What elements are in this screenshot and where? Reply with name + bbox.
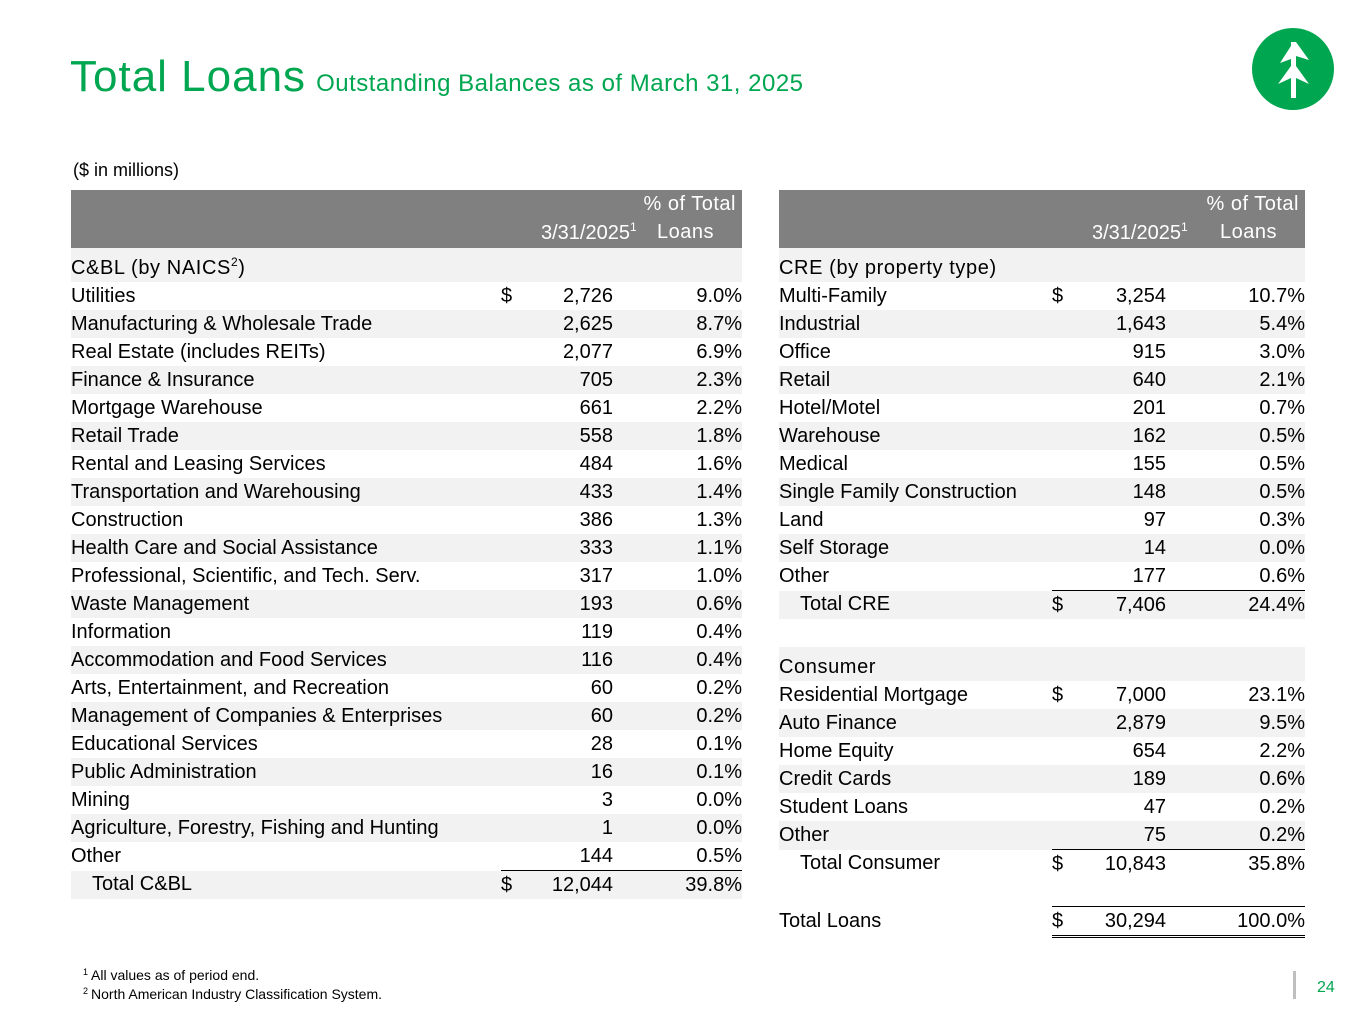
cell-pct: 1.0%: [696, 564, 742, 587]
cell-cur: $: [501, 284, 513, 307]
cell-pct: 2.3%: [613, 366, 742, 394]
table-row: [71, 506, 742, 534]
cell-value: 97: [1143, 508, 1166, 531]
cell-label: Health Care and Social Assistance: [71, 534, 501, 562]
table-row: [71, 730, 742, 758]
table-row: [71, 534, 742, 562]
table-header-row: [779, 190, 1305, 248]
cell-pct: 1.1%: [613, 534, 742, 562]
cell-cur: [1052, 562, 1092, 591]
cell-label: Industrial: [779, 310, 1052, 338]
cell-pct: 6.9%: [696, 340, 742, 363]
cell-pct: 100.0%: [1166, 907, 1305, 937]
cell-cur: $: [1052, 683, 1064, 706]
footnote-ref: 1: [1180, 220, 1188, 234]
page-divider: [1293, 971, 1296, 999]
cell-cur: [1052, 422, 1092, 450]
total-row: [779, 850, 1305, 879]
cell-value: 155: [1132, 452, 1166, 475]
cell-value: 47: [1143, 795, 1166, 818]
cell-value: 16: [541, 758, 613, 786]
cell-pct: 8.7%: [613, 310, 742, 338]
cell-value: 1: [541, 814, 613, 842]
cell-value: 915: [1132, 340, 1166, 363]
cell-value: 162: [1092, 422, 1166, 450]
table-row: [71, 562, 742, 590]
company-logo: [1252, 28, 1334, 110]
cell-cur: [1052, 450, 1092, 478]
cell-value: 75: [1092, 821, 1166, 850]
cell-label: Auto Finance: [779, 709, 1052, 737]
cell-value: 144: [541, 842, 613, 871]
cell-cur: [501, 310, 541, 338]
cell-label: Student Loans: [779, 795, 908, 818]
table-row: [71, 758, 742, 786]
cell-pct: 2.2%: [1259, 739, 1305, 762]
spacer-row: [779, 878, 1305, 907]
cell-value: 2,726: [562, 284, 613, 307]
cell-cur: $: [1052, 852, 1064, 875]
table-row: [71, 282, 742, 310]
cell-label: Self Storage: [779, 534, 1052, 562]
cell-label: Home Equity: [779, 739, 894, 762]
cell-value: 640: [1092, 366, 1166, 394]
footnote-2: $^2$ North American Industry Classification System.: [83, 986, 383, 1002]
cell-pct: 2.1%: [1166, 366, 1305, 394]
cell-cur: [1052, 765, 1092, 793]
cell-cur: [501, 562, 541, 590]
cell-label: Multi-Family: [779, 284, 887, 307]
cell-label: Information: [71, 620, 172, 643]
cell-value: 189: [1092, 765, 1166, 793]
cell-cur: [501, 338, 541, 366]
table-row: [779, 506, 1305, 534]
table-row: [71, 310, 742, 338]
table-row: [779, 310, 1305, 338]
cell-pct: 1.8%: [613, 422, 742, 450]
cell-label: Accommodation and Food Services: [71, 646, 501, 674]
cell-value: 7,000: [1115, 683, 1166, 706]
cell-cur: $: [501, 871, 541, 900]
cell-pct: 0.2%: [696, 676, 742, 699]
cell-cur: [501, 450, 541, 478]
cell-cur: [1052, 821, 1092, 850]
table-row: [779, 793, 1305, 821]
cell-cur: [501, 366, 541, 394]
total-row: [779, 591, 1305, 620]
cell-cur: [501, 730, 541, 758]
cell-pct: 2.2%: [696, 396, 742, 419]
page-subtitle: Outstanding Balances as of March 31, 2025: [316, 70, 804, 97]
cell-value: 177: [1092, 562, 1166, 591]
table-row: [71, 478, 742, 506]
cell-pct: 0.5%: [1166, 478, 1305, 506]
spacer-row: [779, 619, 1305, 647]
table-row: [71, 422, 742, 450]
header-pct: % of Total Loans: [613, 190, 742, 248]
cell-pct: 0.0%: [696, 788, 742, 811]
header-date: 3/31/2025$^1$: [541, 190, 613, 248]
cell-pct: 0.1%: [613, 758, 742, 786]
cell-pct: 0.5%: [1166, 422, 1305, 450]
section-row: [779, 248, 1305, 282]
cbl-loans-table: [71, 190, 742, 899]
cell-pct: 1.3%: [696, 508, 742, 531]
cell-cur: $: [1052, 591, 1092, 620]
cell-value: 60: [590, 676, 613, 699]
cell-label: Finance & Insurance: [71, 366, 501, 394]
cell-cur: [1052, 506, 1092, 534]
cell-label: Real Estate (includes REITs): [71, 340, 326, 363]
cell-value: 10,843: [1104, 852, 1166, 875]
cell-cur: [501, 814, 541, 842]
cell-label: Professional, Scientific, and Tech. Serv.: [71, 564, 421, 587]
footnote-ref: 1: [629, 220, 637, 234]
cell-cur: [501, 618, 541, 646]
cell-label: Rental and Leasing Services: [71, 452, 326, 475]
cell-label: Retail Trade: [71, 422, 501, 450]
table-row: [71, 618, 742, 646]
cre-consumer-loans-table: [779, 190, 1305, 938]
cell-cur: [1052, 478, 1092, 506]
cell-cur: $: [1052, 907, 1092, 937]
cell-value: 433: [541, 478, 613, 506]
footnote-1: $^1$ All values as of period end.: [83, 967, 260, 983]
cell-value: 484: [579, 452, 613, 475]
cell-value: 2,879: [1092, 709, 1166, 737]
cell-value: 12,044: [541, 871, 613, 900]
cell-label: Arts, Entertainment, and Recreation: [71, 676, 389, 699]
cell-cur: [501, 422, 541, 450]
cell-pct: 1.6%: [696, 452, 742, 475]
page-title-main: Total Loans: [70, 52, 307, 101]
cell-label: Office: [779, 340, 831, 363]
cell-value: 60: [541, 702, 613, 730]
cell-label: Mortgage Warehouse: [71, 396, 263, 419]
cell-cur: $: [1052, 284, 1064, 307]
cell-pct: 0.6%: [613, 590, 742, 618]
cell-pct: 23.1%: [1248, 683, 1305, 706]
cell-cur: [501, 674, 541, 702]
cell-label: Medical: [779, 452, 848, 475]
table-row: [71, 786, 742, 814]
table-row: [779, 737, 1305, 765]
cell-cur: [501, 394, 541, 422]
cell-pct: 24.4%: [1166, 591, 1305, 620]
table-row: [779, 562, 1305, 591]
cell-value: 14: [1092, 534, 1166, 562]
table-row: [71, 842, 742, 871]
cell-pct: 0.0%: [613, 814, 742, 842]
table-row: [779, 821, 1305, 850]
cell-cur: [501, 506, 541, 534]
cell-value: 3,254: [1115, 284, 1166, 307]
cell-pct: 0.2%: [1166, 821, 1305, 850]
cell-pct: 0.6%: [1166, 562, 1305, 591]
cell-label: Construction: [71, 508, 184, 531]
header-pct: % of Total Loans: [1166, 190, 1305, 248]
cell-label: Manufacturing & Wholesale Trade: [71, 310, 501, 338]
units-note: ($ in millions): [73, 160, 180, 180]
cell-pct: 3.0%: [1259, 340, 1305, 363]
cell-cur: [1052, 338, 1092, 366]
cell-pct: 10.7%: [1248, 284, 1305, 307]
table-row: [779, 534, 1305, 562]
cell-label: Total CRE: [779, 591, 1052, 620]
cell-label: Waste Management: [71, 590, 501, 618]
cell-label: Agriculture, Forestry, Fishing and Hunting: [71, 814, 501, 842]
cell-value: 119: [581, 620, 613, 643]
table-header-row: [71, 190, 742, 248]
cell-cur: [501, 702, 541, 730]
cell-label: Hotel/Motel: [779, 396, 881, 419]
cell-value: 3: [601, 788, 613, 811]
header-date: 3/31/2025$^1$: [1092, 190, 1166, 248]
cell-pct: 39.8%: [613, 871, 742, 900]
cell-value: 317: [579, 564, 613, 587]
table-row: [71, 814, 742, 842]
cell-cur: [501, 842, 541, 871]
table-row: [71, 450, 742, 478]
cell-cur: [501, 758, 541, 786]
cell-pct: 5.4%: [1166, 310, 1305, 338]
cell-pct: 1.4%: [613, 478, 742, 506]
cell-cur: [1052, 394, 1092, 422]
cell-label: Other: [779, 821, 1052, 850]
cell-value: 661: [579, 396, 613, 419]
cell-label: Other: [779, 564, 830, 587]
table-row: [71, 590, 742, 618]
cell-cur: [1052, 310, 1092, 338]
table-row: [779, 338, 1305, 366]
cell-value: 1,643: [1092, 310, 1166, 338]
table-row: [779, 450, 1305, 478]
footnotes: [83, 966, 382, 1004]
cell-pct: 9.0%: [696, 284, 742, 307]
cell-pct: 0.6%: [1166, 765, 1305, 793]
table-row: [71, 394, 742, 422]
cell-label: Management of Companies & Enterprises: [71, 702, 501, 730]
cell-pct: 35.8%: [1248, 852, 1305, 875]
cell-label: Warehouse: [779, 422, 1052, 450]
page-number: 24: [1317, 979, 1335, 996]
cell-value: 28: [590, 732, 613, 755]
table-row: [779, 709, 1305, 737]
cell-cur: [1052, 534, 1092, 562]
cell-label: Educational Services: [71, 732, 258, 755]
cell-pct: 0.2%: [1259, 795, 1305, 818]
cell-value: 654: [1132, 739, 1166, 762]
cell-label: Single Family Construction: [779, 478, 1052, 506]
cell-label: Other: [71, 844, 122, 867]
cell-pct: 9.5%: [1166, 709, 1305, 737]
cell-value: 386: [579, 508, 613, 531]
cell-label: Public Administration: [71, 758, 501, 786]
grand-total-row: [779, 907, 1305, 937]
cell-cur: [501, 646, 541, 674]
cell-cur: [501, 534, 541, 562]
cell-value: 201: [1132, 396, 1166, 419]
cell-label: Transportation and Warehousing: [71, 478, 501, 506]
table-row: [779, 282, 1305, 310]
cell-label: Total Consumer: [800, 852, 941, 875]
cell-pct: 0.3%: [1259, 508, 1305, 531]
table-row: [779, 394, 1305, 422]
page-title: [70, 52, 804, 102]
table-row: [779, 422, 1305, 450]
cell-label: Land: [779, 508, 824, 531]
cell-value: 558: [541, 422, 613, 450]
section-label: Consumer: [779, 647, 1305, 681]
footnote-ref: 2: [230, 254, 239, 269]
table-row: [71, 674, 742, 702]
cell-label: Total C&BL: [71, 871, 501, 900]
tree-logo-icon: [1252, 28, 1334, 110]
table-row: [779, 765, 1305, 793]
cell-cur: [1052, 709, 1092, 737]
cell-cur: [1052, 737, 1092, 765]
table-row: [71, 338, 742, 366]
section-label: C&BL (by NAICS$^2$): [71, 248, 742, 282]
cell-value: 30,294: [1092, 907, 1166, 937]
cell-label: Retail: [779, 366, 1052, 394]
cell-cur: [1052, 366, 1092, 394]
cell-cur: [1052, 793, 1092, 821]
table-row: [71, 702, 742, 730]
cell-pct: 0.4%: [613, 646, 742, 674]
table-row: [779, 478, 1305, 506]
cell-value: 148: [1092, 478, 1166, 506]
cell-cur: [501, 590, 541, 618]
cell-value: 116: [541, 646, 613, 674]
cell-value: 2,077: [562, 340, 613, 363]
table-row: [779, 366, 1305, 394]
cell-pct: 0.2%: [613, 702, 742, 730]
cell-value: 193: [541, 590, 613, 618]
cell-pct: 0.0%: [1166, 534, 1305, 562]
section-row: [779, 647, 1305, 681]
table-row: [779, 681, 1305, 709]
table-row: [71, 646, 742, 674]
cell-label: Residential Mortgage: [779, 683, 968, 706]
total-row: [71, 871, 742, 900]
cell-pct: 0.4%: [696, 620, 742, 643]
cell-value: 2,625: [541, 310, 613, 338]
cell-label: Mining: [71, 788, 130, 811]
cell-value: 7,406: [1092, 591, 1166, 620]
cell-label: Total Loans: [779, 910, 882, 932]
table-row: [71, 366, 742, 394]
cell-label: Utilities: [71, 284, 136, 307]
cell-cur: [501, 786, 541, 814]
cell-pct: 0.5%: [1259, 452, 1305, 475]
cell-pct: 0.5%: [613, 842, 742, 871]
cell-label: Credit Cards: [779, 765, 1052, 793]
cell-cur: [501, 478, 541, 506]
cell-value: 705: [541, 366, 613, 394]
section-label: CRE (by property type): [779, 248, 1305, 282]
cell-pct: 0.7%: [1259, 396, 1305, 419]
section-row: [71, 248, 742, 282]
cell-value: 333: [541, 534, 613, 562]
cell-pct: 0.1%: [696, 732, 742, 755]
